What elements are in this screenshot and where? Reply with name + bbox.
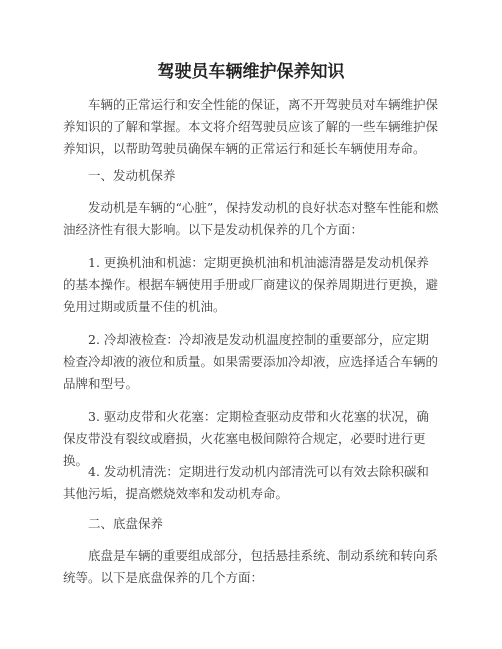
- section-heading-chassis: 二、底盘保养: [88, 516, 164, 531]
- list-item-belt-sparkplug: 3. 驱动皮带和火花塞：定期检查驱动皮带和火花塞的状况，确保皮带没有裂纹或磨损，火花塞电极间隙符合规定，必要时进行更换。: [63, 409, 429, 468]
- list-item-oil: 1. 更换机油和机滤：定期更换机油和机油滤清器是发动机保养的基本操作。根据车辆使用手册或厂商建议的保养周期进行更换，避免用过期或质量不佳的机油。: [63, 255, 439, 314]
- intro-paragraph: 车辆的正常运行和安全性能的保证，离不开驾驶员对车辆维护保养知识的了解和掌握。本文将介绍驾驶员应该了解的一些车辆维护保养知识，以帮助驾驶员确保车辆的正常运行和延长车辆使用寿命。: [63, 97, 439, 156]
- list-item-engine-clean: 4. 发动机清洗：定期进行发动机内部清洗可以有效去除积碳和其他污垢，提高燃烧效率和发动机寿命。: [63, 464, 429, 501]
- section-heading-engine: 一、发动机保养: [88, 168, 176, 183]
- list-item-coolant: 2. 冷却液检查：冷却液是发动机温度控制的重要部分，应定期检查冷却液的液位和质量。如果需要添加冷却液，应选择适合车辆的品牌和型号。: [63, 332, 439, 391]
- document-title: 驾驶员车辆维护保养知识: [157, 62, 345, 82]
- engine-intro-paragraph: 发动机是车辆的“心脏”，保持发动机的良好状态对整车性能和燃油经济性有很大影响。以下是发动机保养的几个方面：: [63, 200, 439, 237]
- chassis-intro-paragraph: 底盘是车辆的重要组成部分，包括悬挂系统、制动系统和转向系统等。以下是底盘保养的几个方面：: [63, 548, 439, 585]
